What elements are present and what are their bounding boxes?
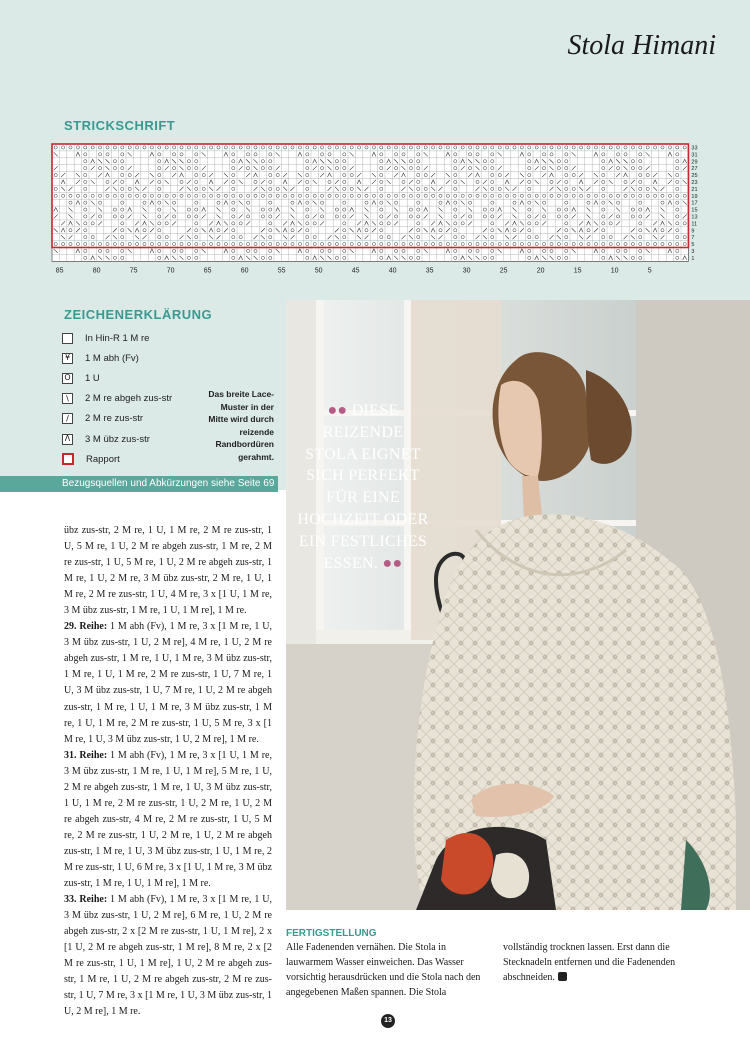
knitting-chart (48, 142, 708, 275)
chart-column-number: 5 (647, 267, 652, 275)
chart-row-number: 9 (691, 228, 695, 235)
chart-column-number: 65 (203, 267, 212, 275)
page-number: 13 (381, 1014, 395, 1028)
chart-row-number: 33 (691, 145, 698, 152)
chart-heading: STRICKSCHRIFT (64, 118, 176, 133)
k2tog-decrease-icon: / (62, 413, 73, 424)
instruction-paragraph (64, 748, 272, 892)
instruction-text: 1 M abh (Fv), 1 M re, 3 x [1 M re, 1 U, 3 M übz zus-str, 1 U, 2 M re], 4 M re, 1 U, 2 M re abgeh zus-str, 1 M re, 1 U, 1 M re, 3 M übz zus-str, 1 M re, 1 U, 1 M re, 2 M re zus-str, 1 U, 7 M re, 1 U, 3 M übz zus-str, 1 U, 7 M re, 1 U, 2 M re abgeh zus-str, 1 M re, 1 U, 1 M re, 3 M übz zus-str, 1 M re, 1 U, 1 M re, 2 M re zus-str, 1 U, 5 M re, 3 x [1 M re, 1 U, 3 M übz zus-str, 1 U, 2 M re], 1 M re. (64, 621, 272, 745)
legend-heading: ZEICHENERKLÄRUNG (64, 307, 213, 322)
chart-row-number: 13 (691, 214, 698, 221)
chart-column-number: 25 (499, 267, 508, 275)
instruction-text: 1 M abh (Fv), 1 M re, 3 x [1 M re, 1 U, 3 M übz zus-str, 1 U, 2 M re], 6 M re, 1 U, 2 M re abgeh zus-str, 2 x [2 M re zus-str, 1 U, 1 M re], 2 x [1 U, 2 M re abgeh zus-str, 1 M re], 8 M re, 2 x [2 M re zus-str, 1 U, 1 M re], 1 U, 2 M re abgeh zus-str, 1 M re, 1 U, 2 M re abgeh zus-str, 2 M re zus-str, 1 U, 7 M re, 3 x [1 M re, 1 U, 3 M übz zus-str, 1 U, 2 M re], 1 M re. (64, 894, 272, 1018)
instruction-text: 1 M abh (Fv), 1 M re, 3 x [1 U, 1 M re, 3 M übz zus-str, 1 M re, 1 U, 1 M re], 5 M re, 1 U, 2 M re abgeh zus-str, 1 M re, 1 U, 3 M übz zus-str, 1 U, 1 M re, 2 M re zus-str, 1 U, 2 M re, 1 U, 2 M re abgeh zus-str, 4 M re, 2 M re zus-str, 1 U, 5 M re, 2 M re zus-str, 1 U, 2 M re, 1 U, 2 M re abgeh zus-str, 1 M re, 1 U, 3 M übz zus-str, 1 U, 1 M re, 2 M re zus-str, 1 U, 6 M re, 3 x [1 U, 1 M re, 3 M übz zus-str, 1 M re, 1 U, 1 M re], 1 M re. (64, 749, 272, 890)
row-label: 31. Reihe: (64, 749, 108, 761)
chart-row-number: 29 (691, 159, 698, 166)
chart-row-number: 7 (691, 235, 695, 242)
legend-label: In Hin-R 1 M re (85, 332, 150, 344)
chart-row-number: 11 (691, 221, 698, 228)
double-decrease-icon: Λ (62, 434, 73, 445)
legend-label: 1 U (85, 372, 100, 384)
chart-row-number: 3 (691, 249, 695, 256)
row-label: 29. Reihe: (64, 621, 108, 633)
chart-row-number: 21 (691, 186, 698, 193)
model-photo (286, 300, 750, 910)
rapport-box-icon (62, 453, 74, 465)
chart-row-number: 31 (691, 152, 698, 159)
legend-item (62, 409, 222, 429)
instruction-paragraph (64, 619, 272, 747)
chart-column-number: 70 (166, 267, 175, 275)
yarn-over-icon: O (62, 373, 73, 384)
chart-column-number: 35 (425, 267, 434, 275)
legend-item (62, 429, 222, 449)
legend-label: 3 M übz zus-str (85, 433, 150, 445)
chart-column-number: 75 (129, 267, 138, 275)
side-note: Das breite Lace-Muster in der Mitte wird durch reizende Randbordüren gerahmt. (208, 389, 274, 462)
ssk-decrease-icon: \ (62, 393, 73, 404)
instructions-column (64, 523, 272, 1020)
chart-column-number: 85 (55, 267, 64, 275)
chart-column-number: 45 (351, 267, 360, 275)
instruction-text: übz zus-str, 2 M re, 1 U, 1 M re, 2 M re zus-str, 1 U, 5 M re, 1 U, 2 M re abgeh zus-str, 1 M re, 2 M re zus-str, 1 U, 5 M re, 1 U, 2 M re abgeh zus-str, 1 M re, 1 U, 2 M re, 3 M übz zus-str, 2 M re, 1 U, 1 M re, 2 M re zus-str, 1 U, 4 M re, 3 x [1 U, 1 M re, 3 M übz zus-str, 1 M re, 1 U, 1 M re], 1 M re. (64, 525, 272, 617)
page-title: Stola Himani (567, 30, 716, 61)
chart-column-number: 15 (573, 267, 582, 275)
slip-stitch-icon: ¥ (62, 353, 73, 364)
knit-stitch-icon (62, 333, 73, 344)
legend-item (62, 328, 222, 348)
source-reference-bar: Bezugsquellen und Abkürzungen siehe Seite 69 (0, 476, 278, 492)
chart-column-number: 80 (92, 267, 101, 275)
finishing-paragraph: Alle Fadenenden vernähen. Die Stola in lauwarmem Wasser einweichen. Das Wasser vorsichtig herausdrücken und die Stola nach den angegebenen Maßen spannen. Die Stola vollständig trocknen lassen. Erst dann die Stecknadeln entfernen und die Fadenenden abschneiden. (286, 942, 676, 998)
legend-label: 2 M re abgeh zus-str (85, 393, 173, 405)
legend-label: 1 M abh (Fv) (85, 352, 139, 364)
quote-text: DIESE REIZENDE STOLA EIGNET SICH PERFEKT FÜR EINE HOCHZEIT ODER EIN FESTLICHES ESSEN. (297, 402, 429, 572)
chart-column-number: 50 (314, 267, 323, 275)
chart-row-number: 19 (691, 193, 698, 200)
legend-item (62, 449, 222, 469)
legend-label: Rapport (86, 453, 120, 465)
chart-row-number: 25 (691, 173, 698, 180)
chart-row-number: 23 (691, 180, 698, 187)
chart-row-number: 1 (691, 255, 695, 262)
chart-row-number: 5 (691, 242, 695, 249)
quote-dots-close: ●● (382, 554, 403, 572)
chart-row-number: 15 (691, 207, 698, 214)
pull-quote (296, 400, 430, 574)
legend-item (62, 348, 222, 368)
chart-column-number: 10 (610, 267, 619, 275)
row-label: 33. Reihe: (64, 894, 108, 906)
legend-list (62, 328, 222, 469)
legend-item (62, 389, 222, 409)
instruction-paragraph (64, 523, 272, 619)
chart-row-number: 17 (691, 200, 698, 207)
legend-item (62, 368, 222, 388)
chart-column-number: 55 (277, 267, 286, 275)
knitting-chart-grid (48, 142, 708, 275)
chart-column-number: 40 (388, 267, 397, 275)
chart-column-number: 30 (462, 267, 471, 275)
chart-row-number: 27 (691, 166, 698, 173)
model-photo-illustration (286, 300, 750, 910)
instruction-paragraph (64, 892, 272, 1020)
chart-column-number: 60 (240, 267, 249, 275)
quote-dots-open: ●● (327, 402, 348, 419)
finishing-text (286, 940, 706, 1000)
finishing-heading: FERTIGSTELLUNG (286, 928, 377, 939)
chart-column-number: 20 (536, 267, 545, 275)
end-mark-icon (558, 972, 567, 981)
legend-label: 2 M re zus-str (85, 413, 144, 425)
